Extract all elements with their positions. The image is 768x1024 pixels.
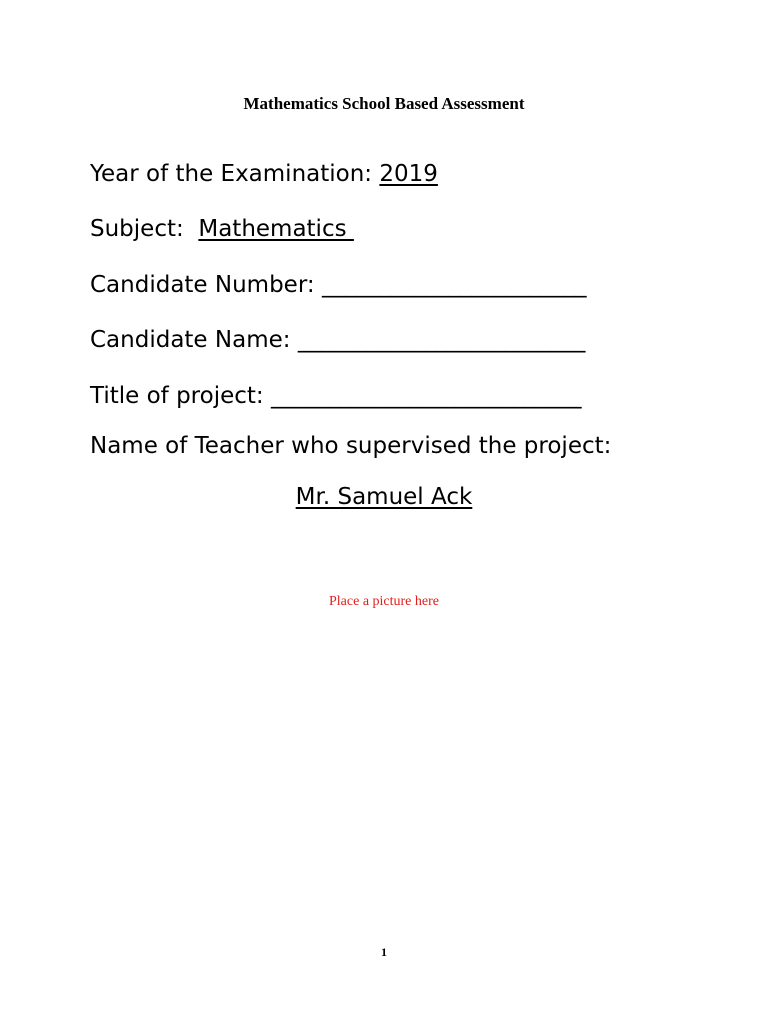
candidate-number-blank: _______________________	[321, 272, 587, 298]
candidate-number-field	[90, 270, 586, 300]
page-title: Mathematics School Based Assessment	[243, 94, 525, 113]
teacher-name: Mr. Samuel Ack	[295, 484, 473, 510]
year-of-examination-field	[90, 159, 438, 189]
subject-label: Subject:	[90, 216, 199, 242]
year-label: Year of the Examination:	[90, 161, 380, 187]
project-title-label: Title of project:	[90, 383, 271, 409]
teacher-label: Name of Teacher who supervised the project:	[90, 433, 612, 459]
project-title-blank: ___________________________	[270, 383, 582, 409]
teacher-name-line	[0, 482, 768, 512]
page-number: 1	[381, 945, 387, 959]
candidate-name-blank: _________________________	[297, 327, 586, 353]
candidate-number-label: Candidate Number:	[90, 272, 322, 298]
picture-placeholder-text: Place a picture here	[329, 594, 439, 609]
candidate-name-label: Candidate Name:	[90, 327, 298, 353]
candidate-name-field	[90, 325, 585, 355]
year-value: 2019	[379, 161, 438, 187]
project-title-field	[90, 381, 581, 411]
subject-field	[90, 214, 354, 244]
subject-value: Mathematics	[198, 216, 354, 242]
